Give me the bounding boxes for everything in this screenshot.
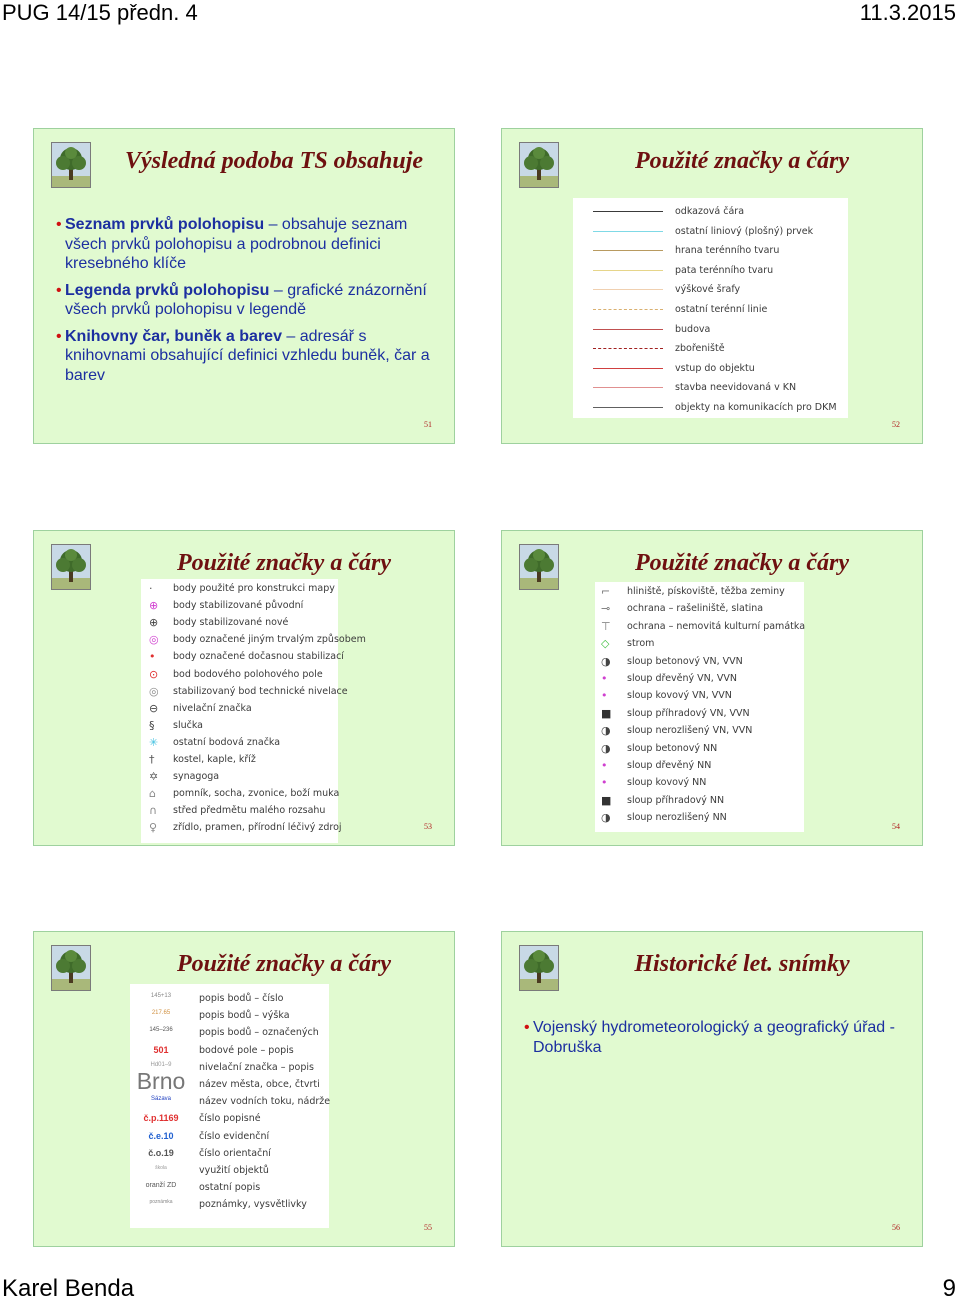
legend-row — [595, 621, 804, 635]
bullet-list — [524, 1018, 908, 1064]
tree-icon — [51, 945, 91, 991]
label-sample: Brno — [136, 1068, 186, 1094]
legend-row — [573, 304, 848, 318]
label-sample: poznámka — [149, 1199, 173, 1206]
legend-row — [130, 1027, 329, 1041]
slide-54 — [501, 530, 923, 846]
bullet-item — [56, 327, 440, 386]
legend-symbol-icon: ■ — [601, 706, 612, 720]
legend-row — [573, 245, 848, 259]
bullet-dot-icon: • — [56, 281, 62, 299]
tree-icon — [519, 544, 559, 590]
legend-symbol-icon: § — [149, 718, 155, 732]
slide-51 — [33, 128, 455, 444]
legend-row — [595, 760, 804, 774]
legend-label: ostatní popis — [199, 1182, 261, 1194]
legend-row — [595, 725, 804, 739]
legend-row — [130, 1148, 329, 1162]
legend-symbol-icon: ✡ — [149, 770, 159, 784]
tree-icon — [51, 544, 91, 590]
bullet-bold: Legenda prvků polohopisu — [65, 281, 270, 299]
legend-label: zbořeniště — [675, 343, 725, 355]
bullet-text: – adresář s knihovnami obsahující definici vzhledu buněk, čar a barev — [65, 327, 430, 384]
legend-label: číslo evidenční — [199, 1130, 270, 1142]
slide-title: Použité značky a čáry — [177, 951, 391, 977]
legend-row — [130, 1096, 329, 1110]
legend-label: střed předmětu malého rozsahu — [173, 805, 326, 817]
legend-row — [130, 993, 329, 1007]
legend-symbol-icon: ⊕ — [149, 599, 159, 613]
legend-row — [130, 1131, 329, 1145]
legend-row — [595, 603, 804, 617]
slide-number: 55 — [424, 1223, 432, 1232]
slide-number: 51 — [424, 420, 432, 429]
legend-row — [130, 1199, 329, 1213]
tree-icon — [519, 142, 559, 188]
legend-label: ostatní bodová značka — [173, 736, 281, 748]
legend-label: popis bodů – označených — [199, 1027, 319, 1039]
line-sample — [593, 387, 663, 388]
label-sample: č.e.10 — [148, 1130, 174, 1141]
label-sample: č.o.19 — [148, 1147, 174, 1158]
legend-label: popis bodů – číslo — [199, 993, 284, 1004]
slide-56 — [501, 931, 923, 1247]
slide-52 — [501, 128, 923, 444]
legend-symbol-icon: † — [149, 753, 155, 766]
legend-row — [141, 600, 338, 614]
legend-row — [573, 265, 848, 279]
label-sample: 145–236 — [149, 1027, 173, 1034]
legend-label: nivelační značka – popis — [199, 1061, 314, 1073]
bullet-dot-icon: • — [524, 1019, 530, 1036]
legend-label: výškové šrafy — [675, 284, 741, 296]
legend-symbol-icon: • — [601, 672, 608, 685]
legend-label: sloup dřevěný NN — [627, 760, 712, 771]
legend-row — [141, 754, 338, 768]
legend-label: body stabilizované původní — [173, 600, 304, 612]
legend-symbol-icon: ◑ — [601, 654, 611, 668]
point-symbol-legend — [141, 579, 366, 843]
bullet-bold: Seznam prvků polohopisu — [65, 216, 265, 233]
legend-label: odkazová čára — [675, 206, 745, 217]
legend-label: kostel, kaple, kříž — [173, 754, 256, 765]
legend-row — [595, 743, 804, 757]
legend-label: hrana terénního tvaru — [675, 245, 780, 257]
line-sample — [593, 289, 663, 290]
legend-symbol-icon: • — [601, 689, 608, 703]
label-sample: Sázava — [150, 1096, 171, 1103]
legend-label: sloup kovový NN — [627, 777, 707, 789]
legend-label: popis bodů – výška — [199, 1010, 290, 1022]
line-sample — [593, 270, 663, 271]
legend-row — [130, 1045, 329, 1059]
legend-row — [595, 690, 804, 704]
slide-number: 54 — [892, 822, 900, 831]
legend-label: ostatní terénní linie — [675, 304, 768, 315]
legend-label: sloup dřevěný VN, VVN — [627, 673, 737, 684]
legend-symbol-icon: ◎ — [149, 684, 159, 698]
legend-row — [130, 1113, 329, 1127]
legend-row — [141, 684, 348, 700]
legend-symbol-icon: ⊸ — [601, 602, 611, 616]
document-date: 11.3.2015 — [859, 0, 956, 25]
legend-label: pata terénního tvaru — [675, 264, 774, 276]
legend-row — [141, 737, 338, 751]
point-symbol-legend — [595, 582, 804, 832]
legend-label: sloup kovový VN, VVN — [627, 690, 732, 702]
legend-label: nivelační značka — [173, 702, 252, 714]
legend-row — [595, 812, 804, 826]
slide-55 — [33, 931, 455, 1247]
legend-symbol-icon: ◑ — [601, 811, 611, 825]
legend-symbol-icon: ⊤ — [601, 619, 611, 633]
legend-row — [141, 669, 338, 683]
legend-row — [595, 638, 804, 652]
tree-icon — [519, 945, 559, 991]
slide-number: 52 — [892, 420, 900, 429]
legend-row — [595, 795, 804, 809]
legend-symbol-icon: ◑ — [601, 724, 611, 738]
line-sample — [593, 211, 663, 212]
legend-label: název vodních toku, nádrže — [199, 1096, 331, 1108]
bullet-dot-icon: • — [56, 327, 62, 345]
legend-label: poznámky, vysvětlivky — [199, 1199, 307, 1211]
label-sample: 501 — [153, 1044, 169, 1055]
legend-label: číslo popisné — [199, 1113, 261, 1125]
legend-label: body označené jiným trvalým způsobem — [173, 634, 366, 646]
legend-row — [573, 284, 848, 298]
legend-label: synagoga — [173, 771, 220, 783]
legend-row — [130, 1068, 329, 1094]
legend-label: strom — [627, 638, 655, 650]
legend-label: číslo orientační — [199, 1147, 271, 1159]
legend-row — [141, 720, 338, 734]
line-sample — [593, 309, 663, 310]
legend-label: ochrana – nemovitá kulturní památka — [627, 620, 806, 632]
legend-label: pomník, socha, zvonice, boží muka — [173, 788, 340, 800]
label-sample: škola — [155, 1165, 167, 1171]
legend-row — [141, 788, 338, 802]
legend-row — [141, 583, 338, 597]
legend-row — [141, 703, 338, 717]
bullet-bold: Knihovny čar, buněk a barev — [65, 327, 282, 345]
legend-label: sloup příhradový VN, VVN — [627, 707, 750, 719]
legend-symbol-icon: ♀ — [149, 821, 158, 835]
legend-row — [141, 650, 344, 665]
legend-row — [573, 402, 848, 416]
page-number: 9 — [942, 1275, 956, 1302]
label-sample: 217.65 — [151, 1010, 171, 1017]
legend-row — [595, 586, 804, 600]
slide-title: Historické let. snímky — [634, 951, 850, 977]
line-sample — [593, 231, 663, 232]
legend-label: sloup příhradový NN — [627, 794, 725, 806]
legend-symbol-icon: ∩ — [149, 804, 158, 818]
legend-label: název města, obce, čtvrti — [199, 1079, 320, 1090]
legend-symbol-icon: • — [601, 759, 608, 772]
legend-label: slučka — [173, 719, 203, 731]
legend-label: bodové pole – popis — [199, 1044, 294, 1056]
legend-label: sloup betonový NN — [627, 742, 718, 754]
label-sample: 145+13 — [150, 993, 172, 999]
slide-title: Použité značky a čáry — [635, 550, 849, 576]
legend-row — [595, 777, 804, 791]
legend-label: bod bodového polohového pole — [173, 668, 323, 680]
legend-row — [573, 363, 848, 377]
bullet-item — [56, 215, 440, 274]
legend-row — [573, 382, 848, 396]
legend-row — [573, 324, 848, 338]
legend-row — [595, 656, 804, 670]
bullet-item — [524, 1018, 908, 1057]
legend-label: využití objektů — [199, 1165, 269, 1176]
slide-number: 56 — [892, 1223, 900, 1232]
legend-label: stavba neevidovaná v KN — [675, 382, 797, 394]
bullet-list — [56, 215, 440, 392]
legend-symbol-icon: ◑ — [601, 741, 611, 755]
bullet-text: – obsahuje seznam všech prvků polohopisu a podrobnou definici kresebného klíče — [65, 216, 408, 272]
label-sample: č.p.1169 — [143, 1113, 179, 1124]
label-sample: Hd01–9 — [150, 1061, 172, 1068]
legend-row — [573, 343, 848, 357]
bullet-text: Vojenský hydrometeorologický a geografický úřad - Dobruška — [533, 1019, 895, 1056]
legend-row — [573, 226, 848, 240]
legend-label: zřídlo, pramen, přírodní léčivý zdroj — [173, 822, 342, 834]
line-legend — [573, 198, 848, 418]
legend-label: sloup nerozlišený NN — [627, 812, 727, 824]
legend-row — [130, 1165, 329, 1179]
legend-label: hliniště, pískoviště, těžba zeminy — [627, 586, 785, 597]
legend-label: sloup betonový VN, VVN — [627, 655, 743, 667]
line-sample — [593, 250, 663, 251]
line-sample — [593, 407, 663, 408]
legend-row — [573, 206, 848, 220]
legend-row — [141, 805, 338, 819]
legend-label: body stabilizované nové — [173, 617, 289, 629]
legend-label: ochrana – rašeliniště, slatina — [627, 603, 764, 615]
slide-53 — [33, 530, 455, 846]
legend-symbol-icon: • — [149, 650, 156, 664]
tree-icon — [51, 142, 91, 188]
legend-label: budova — [675, 323, 711, 335]
legend-label: ostatní liniový (plošný) prvek — [675, 225, 814, 237]
legend-row — [141, 771, 338, 785]
slide-title: Použité značky a čáry — [177, 550, 391, 576]
legend-symbol-icon: ⊕ — [149, 616, 159, 630]
author: Karel Benda — [2, 1275, 135, 1302]
legend-symbol-icon: ✳ — [149, 735, 159, 749]
legend-row — [141, 617, 338, 631]
legend-symbol-icon: ■ — [601, 793, 612, 807]
legend-symbol-icon: ⊖ — [149, 701, 159, 715]
legend-row — [130, 1182, 329, 1196]
line-sample — [593, 348, 663, 349]
legend-symbol-icon: ⌂ — [149, 787, 156, 801]
slide-number: 53 — [424, 822, 432, 831]
legend-symbol-icon: · — [149, 582, 153, 595]
document-title: PUG 14/15 předn. 4 — [2, 0, 198, 25]
bullet-item — [56, 281, 440, 320]
legend-symbol-icon: ◇ — [601, 637, 610, 651]
legend-label: stabilizovaný bod technické nivelace — [173, 685, 348, 697]
legend-row — [595, 673, 804, 687]
legend-symbol-icon: ◎ — [149, 633, 159, 647]
legend-label: objekty na komunikacích pro DKM — [675, 402, 837, 413]
line-sample — [593, 329, 663, 330]
legend-row — [595, 708, 804, 722]
line-sample — [593, 368, 663, 369]
bullet-text: – grafické znázornění všech prvků polohopisu v legendě — [65, 281, 427, 318]
label-sample: oranží ZD — [145, 1182, 177, 1190]
bullet-dot-icon: • — [56, 216, 62, 233]
label-legend — [130, 984, 329, 1228]
legend-symbol-icon: ⌐ — [601, 585, 611, 598]
legend-label: vstup do objektu — [675, 362, 755, 374]
legend-row — [130, 1010, 329, 1024]
legend-row — [141, 821, 342, 836]
slide-title: Výsledná podoba TS obsahuje — [124, 148, 424, 174]
legend-label: body použité pro konstrukci mapy — [173, 583, 335, 594]
legend-row — [141, 633, 366, 648]
legend-symbol-icon: ⊙ — [149, 667, 159, 681]
legend-label: sloup nerozlišený VN, VVN — [627, 725, 753, 737]
legend-symbol-icon: • — [601, 776, 608, 790]
slide-title: Použité značky a čáry — [635, 148, 849, 174]
legend-label: body označené dočasnou stabilizací — [173, 651, 344, 663]
